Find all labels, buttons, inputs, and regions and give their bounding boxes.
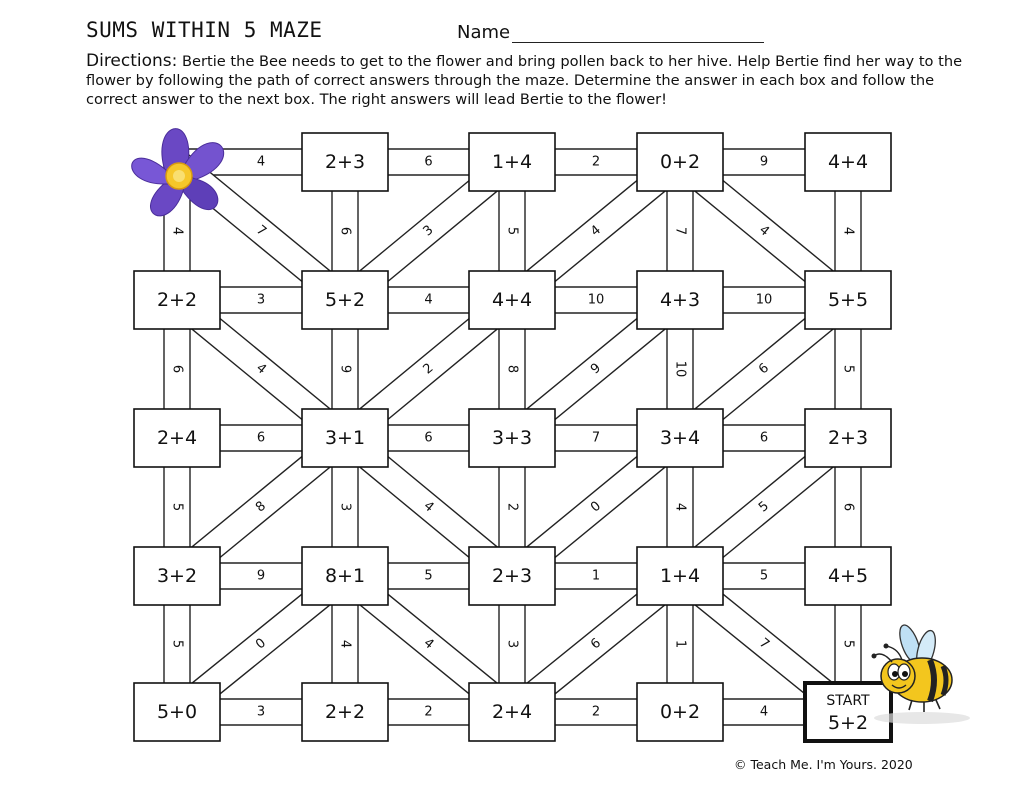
path-answer-label[interactable]: 3 [337, 502, 353, 512]
maze-box[interactable] [637, 683, 723, 741]
path-answer-label[interactable]: 9 [588, 360, 604, 378]
path-answer-label[interactable]: 4 [759, 704, 769, 720]
maze-box[interactable] [469, 271, 555, 329]
box-expression: 4+4 [827, 151, 869, 173]
path-answer-label[interactable]: 4 [424, 292, 433, 308]
flower-icon [132, 129, 224, 216]
path-answer-label[interactable]: 5 [504, 226, 520, 236]
box-expression: 0+2 [659, 151, 701, 173]
path-answer-label[interactable]: 5 [169, 502, 185, 512]
path-answer-label[interactable]: 4 [337, 639, 353, 649]
path-answer-label[interactable]: 7 [756, 635, 772, 653]
path-answer-label[interactable]: 7 [672, 226, 688, 236]
box-expression: 3+4 [659, 427, 701, 449]
path-answer-label[interactable]: 6 [256, 430, 266, 446]
path-answer-label[interactable]: 5 [169, 639, 185, 649]
path-answer-label[interactable]: 7 [253, 222, 269, 240]
path-answer-label[interactable]: 2 [591, 154, 601, 170]
maze-box[interactable] [637, 409, 723, 467]
maze-box[interactable] [302, 133, 388, 191]
box-expression: 3+2 [156, 565, 198, 587]
start-label: START [826, 693, 870, 709]
box-expression: 5+0 [156, 701, 198, 723]
maze-box[interactable] [134, 683, 220, 741]
path-answer-label[interactable]: 2 [424, 704, 433, 720]
path-answer-label[interactable]: 4 [420, 498, 437, 516]
path-answer-label[interactable]: 0 [253, 635, 269, 653]
maze-box[interactable] [302, 271, 388, 329]
box-expression: 2+3 [324, 151, 366, 173]
path-answer-label[interactable]: 6 [756, 360, 772, 378]
path-answer-label[interactable]: 1 [591, 568, 601, 584]
directions-text: Bertie the Bee needs to get to the flower and bring pollen back to her hive. Help Bertie find her way to the flower by following the path of correct answers through the maze. Determine the answer in each box and follow the correct answer to the next box. The right answers will lead Bertie to the flower! [86, 53, 963, 108]
path-answer-label[interactable]: 6 [588, 635, 604, 653]
path-answer-label[interactable]: 9 [337, 364, 353, 374]
name-label: Name [457, 22, 511, 43]
box-expression: 3+3 [491, 427, 533, 449]
path-answer-label[interactable]: 4 [169, 226, 185, 236]
path-answer-label[interactable]: 8 [504, 364, 520, 374]
path-answer-label[interactable]: 5 [840, 639, 856, 649]
maze-box[interactable] [469, 547, 555, 605]
box-expression: 5+2 [324, 289, 366, 311]
maze-box[interactable] [637, 271, 723, 329]
maze-box[interactable] [134, 409, 220, 467]
path-answer-label[interactable]: 6 [337, 226, 353, 236]
path-answer-label[interactable]: 3 [504, 639, 520, 649]
path-answer-label[interactable]: 5 [424, 568, 433, 584]
start-box[interactable] [805, 683, 891, 741]
box-expression: 3+1 [324, 427, 366, 449]
path-answer-label[interactable]: 3 [256, 704, 266, 720]
path-answer-label[interactable]: 6 [840, 502, 856, 512]
maze-box[interactable] [805, 133, 891, 191]
maze-box[interactable] [805, 547, 891, 605]
path-answer-label[interactable]: 0 [588, 498, 604, 516]
maze-box[interactable] [134, 547, 220, 605]
path-answer-label[interactable]: 2 [504, 502, 520, 512]
path-answer-label[interactable]: 6 [759, 430, 769, 446]
box-expression: 4+5 [827, 565, 869, 587]
box-expression: 2+2 [156, 289, 198, 311]
maze-box[interactable] [805, 409, 891, 467]
maze-box[interactable] [134, 271, 220, 329]
path-answer-label[interactable]: 4 [253, 360, 269, 378]
box-expression: 2+3 [827, 427, 869, 449]
box-expression: 4+3 [659, 289, 701, 311]
path-answer-label[interactable]: 4 [840, 226, 856, 236]
maze-box[interactable] [637, 133, 723, 191]
path-answer-label[interactable]: 4 [256, 154, 266, 170]
path-answer-label[interactable]: 6 [424, 154, 433, 170]
path-answer-label[interactable]: 3 [420, 222, 437, 240]
box-expression: 5+5 [827, 289, 869, 311]
path-answer-label[interactable]: 10 [755, 292, 773, 308]
box-expression: 4+4 [491, 289, 533, 311]
page-title: SUMS WITHIN 5 MAZE [86, 18, 323, 42]
box-expression: 5+2 [827, 712, 869, 734]
path-answer-label[interactable]: 5 [840, 364, 856, 374]
path-answer-label[interactable]: 1 [672, 639, 688, 649]
box-expression: 2+3 [491, 565, 533, 587]
directions-label: Directions: [86, 51, 178, 71]
maze-box[interactable] [469, 683, 555, 741]
box-expression: 8+1 [324, 565, 366, 587]
path-answer-label[interactable]: 4 [420, 635, 437, 653]
path-answer-label[interactable]: 7 [591, 430, 601, 446]
path-answer-label[interactable]: 3 [256, 292, 266, 308]
path-answer-label[interactable]: 4 [756, 222, 772, 240]
path-answer-label[interactable]: 6 [169, 364, 185, 374]
maze-box[interactable] [805, 271, 891, 329]
maze-box[interactable] [302, 409, 388, 467]
box-expression: 1+4 [659, 565, 701, 587]
path-answer-label[interactable]: 4 [672, 502, 688, 512]
maze-box[interactable] [469, 133, 555, 191]
path-answer-label[interactable]: 10 [672, 360, 688, 378]
path-answer-label[interactable]: 5 [756, 498, 772, 516]
path-answer-label[interactable]: 9 [759, 154, 769, 170]
path-answer-label[interactable]: 6 [424, 430, 433, 446]
path-answer-label[interactable]: 2 [420, 360, 437, 378]
path-answer-label[interactable]: 10 [587, 292, 605, 308]
path-answer-label[interactable]: 9 [256, 568, 266, 584]
box-expression: 0+2 [659, 701, 701, 723]
copyright: © Teach Me. I'm Yours. 2020 [734, 757, 913, 772]
path-answer-label[interactable]: 2 [591, 704, 601, 720]
box-expression: 2+4 [491, 701, 533, 723]
maze-box[interactable] [302, 683, 388, 741]
path-answer-label[interactable]: 4 [588, 222, 604, 240]
maze-box[interactable] [302, 547, 388, 605]
path-answer-label[interactable]: 5 [759, 568, 769, 584]
path-answer-label[interactable]: 8 [253, 498, 269, 516]
maze-box[interactable] [637, 547, 723, 605]
box-expression: 1+4 [491, 151, 533, 173]
maze-box[interactable] [469, 409, 555, 467]
box-expression: 2+4 [156, 427, 198, 449]
box-expression: 2+2 [324, 701, 366, 723]
